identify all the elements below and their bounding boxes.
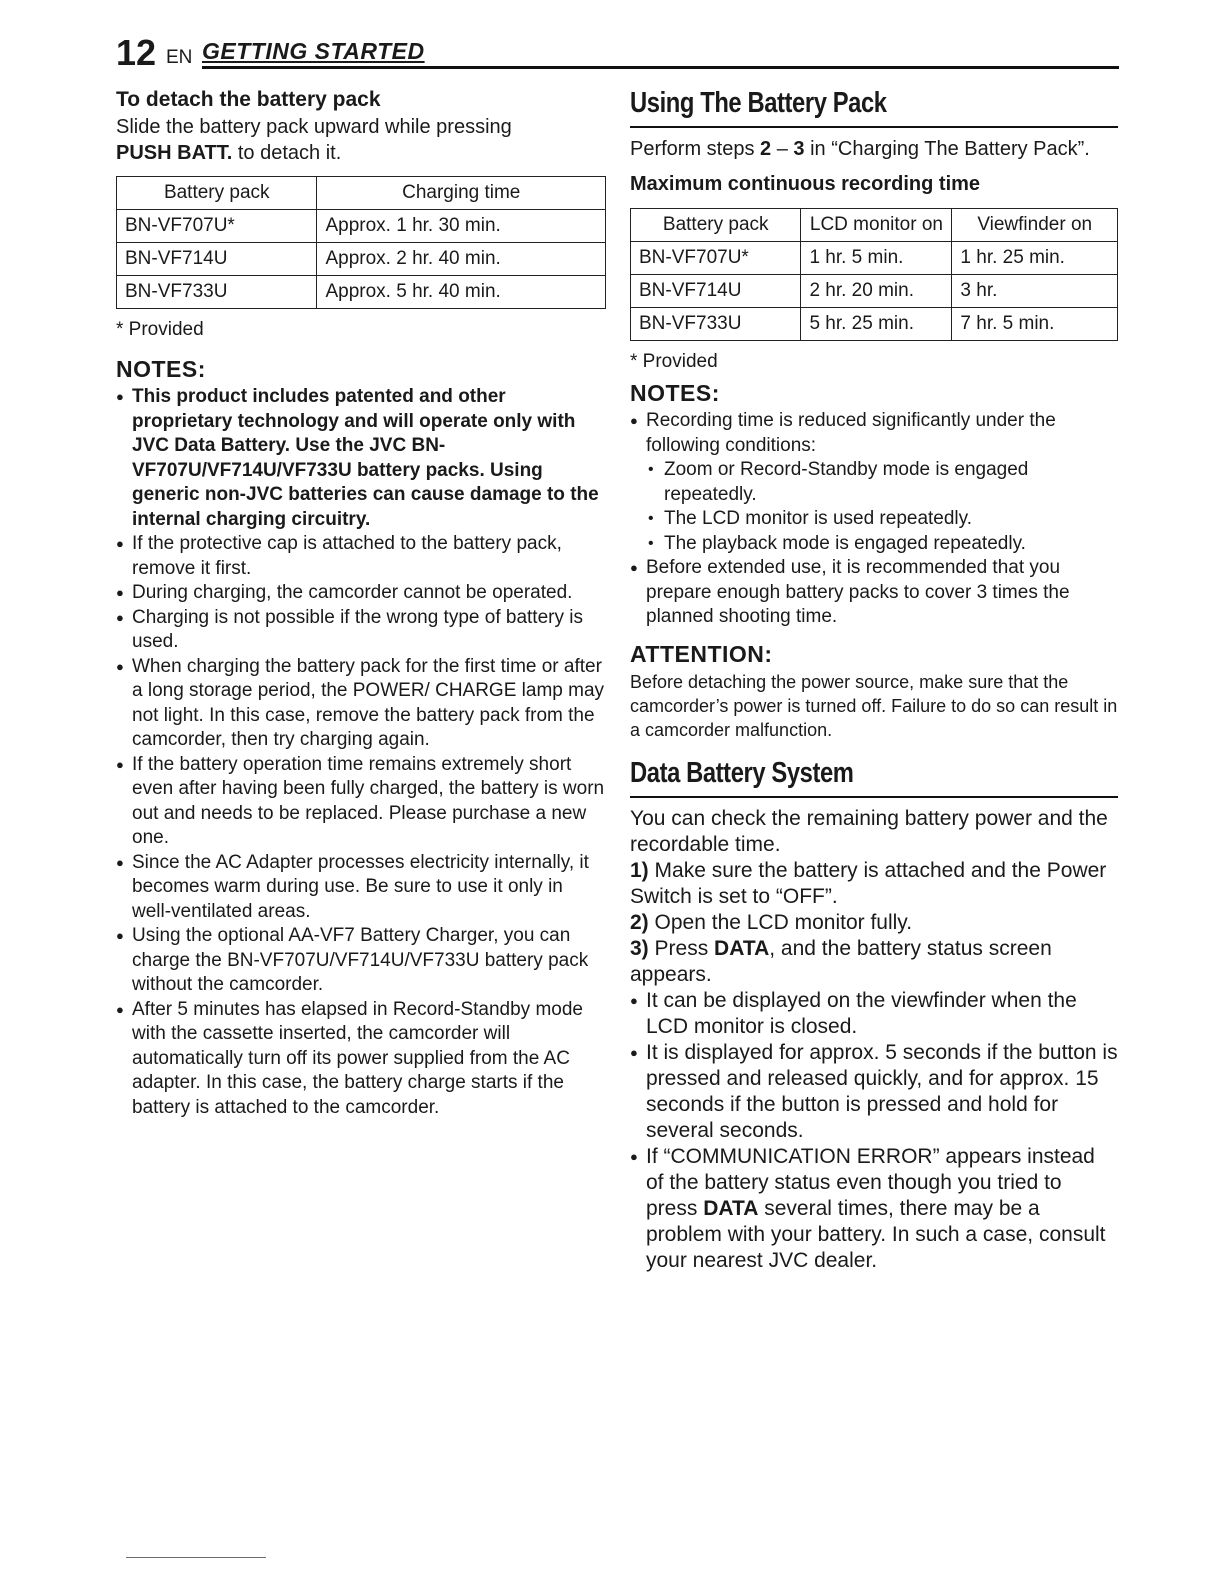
sub-list-item: • The playback mode is engaged repeatedly. xyxy=(630,532,1118,557)
header-rule xyxy=(202,66,1119,69)
table-cell: 3 hr. xyxy=(952,275,1118,308)
data-battery-bullets xyxy=(630,988,1118,1274)
table-row xyxy=(117,210,606,243)
sub-list-item: • Zoom or Record-Standby mode is engaged repeatedly. xyxy=(630,458,1118,507)
table-header: Battery pack xyxy=(117,177,317,210)
table-cell: BN-VF733U xyxy=(631,308,801,341)
data-battery-heading-block xyxy=(630,756,1118,798)
table-header: LCD monitor on xyxy=(801,209,952,242)
table-header: Viewfinder on xyxy=(952,209,1118,242)
notes-list xyxy=(630,409,1118,630)
attention-heading: ATTENTION: xyxy=(630,640,773,667)
perform-text: Perform steps 2 – 3 in “Charging The Battery Pack”. xyxy=(630,138,1090,160)
list-item: ● If the battery operation time remains extremely short even after having been fully charged, the battery is worn out and needs to be replaced. Please purchase a new one. xyxy=(116,753,606,851)
sub-list xyxy=(630,458,1118,556)
list-item: ● It is displayed for approx. 5 seconds if the button is pressed and released quickly, and for approx. 15 seconds if the button is pressed and hold for several seconds. xyxy=(630,1040,1118,1144)
notes-list xyxy=(116,385,606,1120)
table-cell: Approx. 5 hr. 40 min. xyxy=(317,276,606,309)
data-battery-steps xyxy=(630,806,1118,988)
table-cell: BN-VF707U* xyxy=(631,242,801,275)
bottom-divider xyxy=(126,1557,266,1558)
table-header-row xyxy=(117,177,606,210)
left-column xyxy=(116,86,606,1120)
sub-list-item: • The LCD monitor is used repeatedly. xyxy=(630,507,1118,532)
detach-heading: To detach the battery pack xyxy=(116,88,381,111)
table-cell: BN-VF707U* xyxy=(117,210,317,243)
section-title: GETTING STARTED xyxy=(202,38,425,64)
footnote: * Provided xyxy=(116,319,204,340)
charging-time-table xyxy=(116,176,606,309)
list-item: ● If “COMMUNICATION ERROR” appears instead of the battery status even though you tried to press DATA several times, there may be a problem with your battery. In such a case, consult your nearest JVC dealer. xyxy=(630,1144,1118,1274)
table-row xyxy=(631,308,1118,341)
data-battery-heading: Data Battery System xyxy=(630,756,854,789)
step-3: 3) Press DATA, and the battery status screen appears. xyxy=(630,936,1052,986)
list-item: ● Since the AC Adapter processes electricity internally, it becomes warm during use. Be sure to use it only in well-ventilated areas. xyxy=(116,851,606,925)
step-1: 1) Make sure the battery is attached and the Power Switch is set to “OFF”. xyxy=(630,858,1107,908)
table-cell: BN-VF714U xyxy=(631,275,801,308)
table-header-row xyxy=(631,209,1118,242)
recording-time-table xyxy=(630,208,1118,341)
step-2: 2) Open the LCD monitor fully. xyxy=(630,910,913,934)
page-number: 12 xyxy=(116,32,157,73)
list-item: ● When charging the battery pack for the first time or after a long storage period, the POWER/ CHARGE lamp may not light. In this case, remove the battery pack from the camcorder, then try charging again. xyxy=(116,655,606,753)
notes-heading: NOTES: xyxy=(116,356,206,382)
footnote: * Provided xyxy=(630,351,718,372)
list-item: ● During charging, the camcorder cannot be operated. xyxy=(116,581,606,606)
table-row xyxy=(631,275,1118,308)
attention-text: Before detaching the power source, make sure that the camcorder’s power is turned off. Failure to do so can result in a camcorder malfunction. xyxy=(630,671,1118,740)
page-header xyxy=(116,34,1119,72)
list-item: ● Using the optional AA-VF7 Battery Charger, you can charge the BN-VF707U/VF714U/VF733U battery pack without the camcorder. xyxy=(116,924,606,998)
table-cell: BN-VF733U xyxy=(117,276,317,309)
right-column xyxy=(630,86,1118,1274)
detach-text: Slide the battery pack upward while pressing PUSH BATT. to detach it. xyxy=(116,116,512,164)
table-cell: 2 hr. 20 min. xyxy=(801,275,952,308)
table-cell: Approx. 2 hr. 40 min. xyxy=(317,243,606,276)
page-language: EN xyxy=(166,47,193,68)
table-cell: 1 hr. 25 min. xyxy=(952,242,1118,275)
table-row xyxy=(631,242,1118,275)
table-row xyxy=(117,243,606,276)
table-cell: BN-VF714U xyxy=(117,243,317,276)
list-item: ● Before extended use, it is recommended that you prepare enough battery packs to cover 3 times the planned shooting time. xyxy=(630,556,1118,630)
list-item: ● After 5 minutes has elapsed in Record-Standby mode with the cassette inserted, the camcorder will automatically turn off its power supplied from the AC adapter. In this case, the battery charge starts if the battery is attached to the camcorder. xyxy=(116,998,606,1121)
table-cell: 7 hr. 5 min. xyxy=(952,308,1118,341)
using-heading: Using The Battery Pack xyxy=(630,87,887,119)
using-heading-block xyxy=(630,86,1118,128)
data-intro: You can check the remaining battery power and the recordable time. xyxy=(630,806,1108,856)
list-item: ● If the protective cap is attached to the battery pack, remove it first. xyxy=(116,532,606,581)
list-item: ● This product includes patented and other proprietary technology and will operate only with JVC Data Battery. Use the JVC BN-VF707U/VF714U/VF733U battery packs. Using generic non-JVC batteries can cause damage to the internal charging circuitry. xyxy=(116,385,606,532)
max-recording-heading: Maximum continuous recording time xyxy=(630,173,981,195)
list-item: ● Charging is not possible if the wrong type of battery is used. xyxy=(116,606,606,655)
table-row xyxy=(117,276,606,309)
table-header: Charging time xyxy=(317,177,606,210)
notes-heading: NOTES: xyxy=(630,380,720,406)
list-item: ● It can be displayed on the viewfinder when the LCD monitor is closed. xyxy=(630,988,1118,1040)
table-cell: Approx. 1 hr. 30 min. xyxy=(317,210,606,243)
table-cell: 5 hr. 25 min. xyxy=(801,308,952,341)
table-cell: 1 hr. 5 min. xyxy=(801,242,952,275)
list-item: ● Recording time is reduced significantly under the following conditions: • Zoom or Record-Standby mode is engaged repeatedly. • The LCD monitor is used repeatedly. • The playback mode is engaged repeatedly. xyxy=(630,409,1118,556)
table-header: Battery pack xyxy=(631,209,801,242)
